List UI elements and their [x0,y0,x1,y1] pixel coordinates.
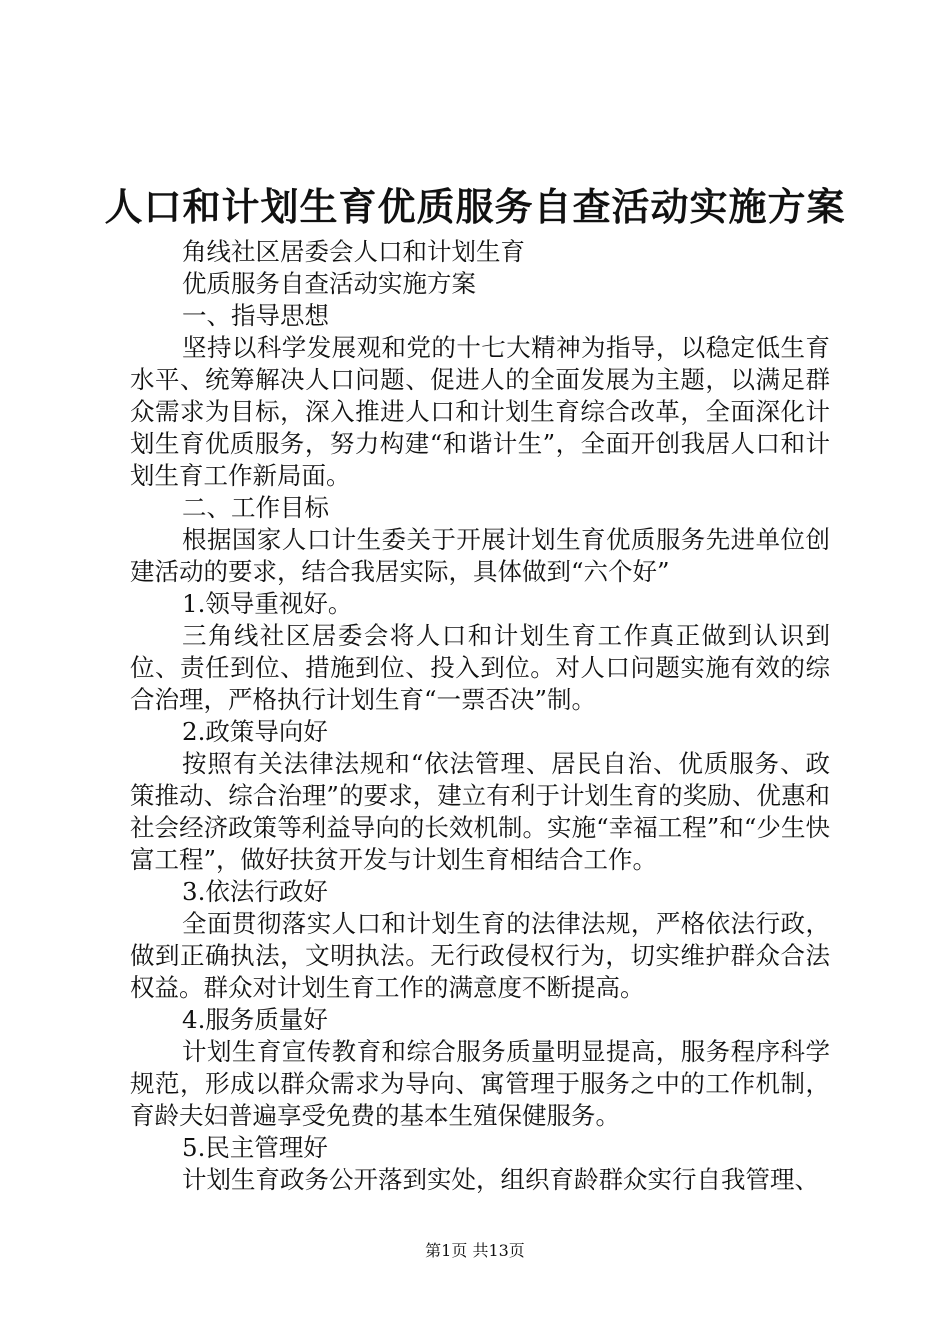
subtitle-line-2: 优质服务自查活动实施方案 [182,269,476,298]
item-heading-law: 3.依法行政好 [182,877,328,906]
section-heading-guiding-ideology: 一、指导思想 [182,301,329,330]
document-body [130,236,830,1196]
section-heading-work-goals: 二、工作目标 [182,493,329,522]
document-title: 人口和计划生育优质服务自查活动实施方案 [104,184,846,229]
paragraph-work-goals: 根据国家人口计生委关于开展计划生育优质服务先进单位创建活动的要求，结合我居实际，具体做到“六个好” [130,525,830,586]
item-heading-policy: 2.政策导向好 [182,717,328,746]
page-number-footer: 第1页 共13页 [425,1241,525,1260]
paragraph-democracy: 计划生育政务公开落到实处，组织育龄群众实行自我管理、 [182,1165,819,1194]
subtitle-line-1: 角线社区居委会人口和计划生育 [182,237,525,266]
paragraph-guiding-ideology: 坚持以科学发展观和党的十七大精神为指导，以稳定低生育水平、统筹解决人口问题、促进人的全面发展为主题，以满足群众需求为目标，深入推进人口和计划生育综合改革，全面深化计划生育优质服务，努力构建“和谐计生”，全面开创我居人口和计划生育工作新局面。 [130,333,830,490]
item-heading-democracy: 5.民主管理好 [182,1133,328,1162]
paragraph-law: 全面贯彻落实人口和计划生育的法律法规，严格依法行政，做到正确执法，文明执法。无行政侵权行为，切实维护群众合法权益。群众对计划生育工作的满意度不断提高。 [130,909,830,1002]
paragraph-service: 计划生育宣传教育和综合服务质量明显提高，服务程序科学规范，形成以群众需求为导向、寓管理于服务之中的工作机制，育龄夫妇普遍享受免费的基本生殖保健服务。 [130,1037,830,1130]
paragraph-leadership: 三角线社区居委会将人口和计划生育工作真正做到认识到位、责任到位、措施到位、投入到位。对人口问题实施有效的综合治理，严格执行计划生育“一票否决”制。 [130,621,830,714]
item-heading-service: 4.服务质量好 [182,1005,328,1034]
paragraph-policy: 按照有关法律法规和“依法管理、居民自治、优质服务、政策推动、综合治理”的要求，建立有利于计划生育的奖励、优惠和社会经济政策等利益导向的长效机制。实施“幸福工程”和“少生快富工程”，做好扶贫开发与计划生育相结合工作。 [130,749,830,874]
item-heading-leadership: 1.领导重视好。 [182,589,353,618]
